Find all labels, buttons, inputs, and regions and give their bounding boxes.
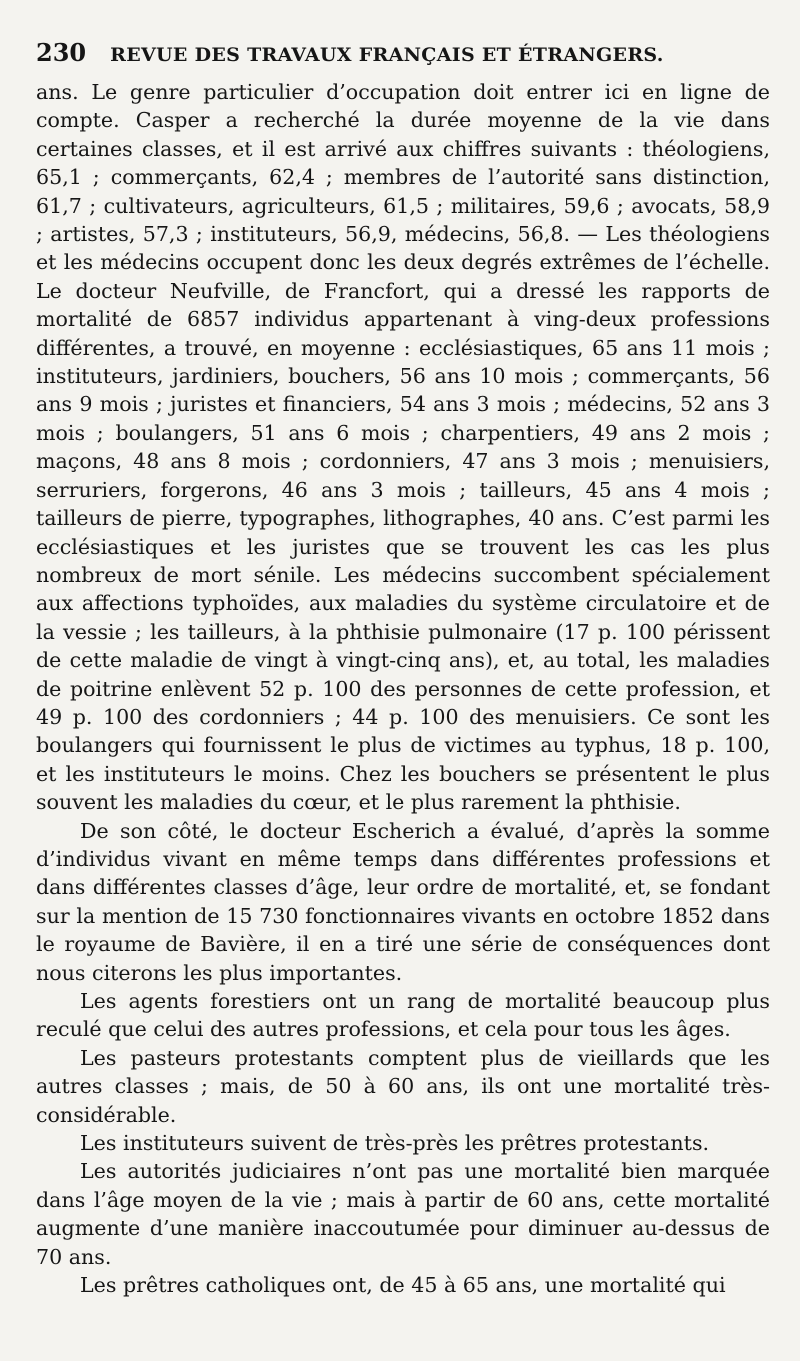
paragraph-continued: ans. Le genre particulier d’occupation doit entrer ici en ligne de compte. Casper a recherché la durée moyenne de la vie dans certaines classes, et il est arrivé aux chiffres suivants : théologiens, 65,1 ; commerçants, 62,4 ; membres de l’autorité sans distinction, 61,7 ; cultivateurs, agriculteurs, 61,5 ; militaires, 59,6 ; avocats, 58,9 ; artistes, 57,3 ; instituteurs, 56,9, médecins, 56,8. — Les théologiens et les médecins occupent donc les deux degrés extrêmes de l’échelle. Le docteur Neufville, de Francfort, qui a dressé les rapports de mortalité de 6857 individus appartenant à ving-deux professions différentes, a trouvé, en moyenne : ecclésiastiques, 65 ans 11 mois ; instituteurs, jardiniers, bouchers, 56 ans 10 mois ; commerçants, 56 ans 9 mois ; juristes et financiers, 54 ans 3 mois ; médecins, 52 ans 3 mois ; boulangers, 51 ans 6 mois ; charpentiers, 49 ans 2 mois ; maçons, 48 ans 8 mois ; cordonniers, 47 ans 3 mois ; menuisiers, serruriers, forgerons, 46 ans 3 mois ; tailleurs, 45 ans 4 mois ; tailleurs de pierre, typographes, lithographes, 40 ans. C’est parmi les ecclésiastiques et les juristes que se trouvent les cas les plus nombreux de mort sénile. Les médecins succombent spécialement aux affections typhoïdes, aux maladies du système circulatoire et de la vessie ; les tailleurs, à la phthisie pulmonaire (17 p. 100 périssent de cette maladie de vingt à vingt-cinq ans), et, au total, les maladies de poitrine enlèvent 52 p. 100 des personnes de cette profession, et 49 p. 100 des cordonniers ; 44 p. 100 des menuisiers. Ce sont les boulangers qui fournissent le plus de victimes au typhus, 18 p. 100, et les instituteurs le moins. Chez les bouchers se présentent le plus souvent les maladies du cœur, et le plus rarement la phthisie. — [36, 80, 770, 815]
page-number: 230 — [36, 38, 87, 67]
running-head-title: REVUE DES TRAVAUX FRANÇAIS ET ÉTRANGERS. — [110, 44, 664, 66]
paragraph-pretres-catholiques: Les prêtres catholiques ont, de 45 à 65 ans, une mortalité qui — [80, 1273, 726, 1298]
paragraph-pasteurs: Les pasteurs protestants comptent plus de vieillards que les autres classes ; mais, de 50 à 60 ans, ils ont une mortalité très-considérable. — [36, 1045, 770, 1127]
paragraph-escherich: De son côté, le docteur Escherich a évalué, d’après la somme d’individus vivant en même temps dans différentes professions et dans différentes classes d’âge, leur ordre de mortalité, et, se fondant sur la mention de 15 730 fonctionnaires vivants en octobre 1852 dans le royaume de Bavière, il en a tiré une série de conséquences dont nous citerons les plus importantes. — [36, 818, 770, 985]
paragraph-agents-forestiers: Les agents forestiers ont un rang de mortalité beaucoup plus reculé que celui des autres professions, et cela pour tous les âges. — [36, 989, 770, 1042]
paragraph-autorites-judiciaires: Les autorités judiciaires n’ont pas une mortalité bien marquée dans l’âge moyen de la vie ; mais à partir de 60 ans, cette mortalité augmente d’une manière inaccoutumée pour diminuer au-dessus de 70 ans. — [36, 1159, 770, 1269]
running-head — [36, 38, 770, 78]
paragraph-instituteurs: Les instituteurs suivent de très-près les prêtres protestants. — [80, 1131, 710, 1156]
body-text — [36, 78, 770, 1299]
